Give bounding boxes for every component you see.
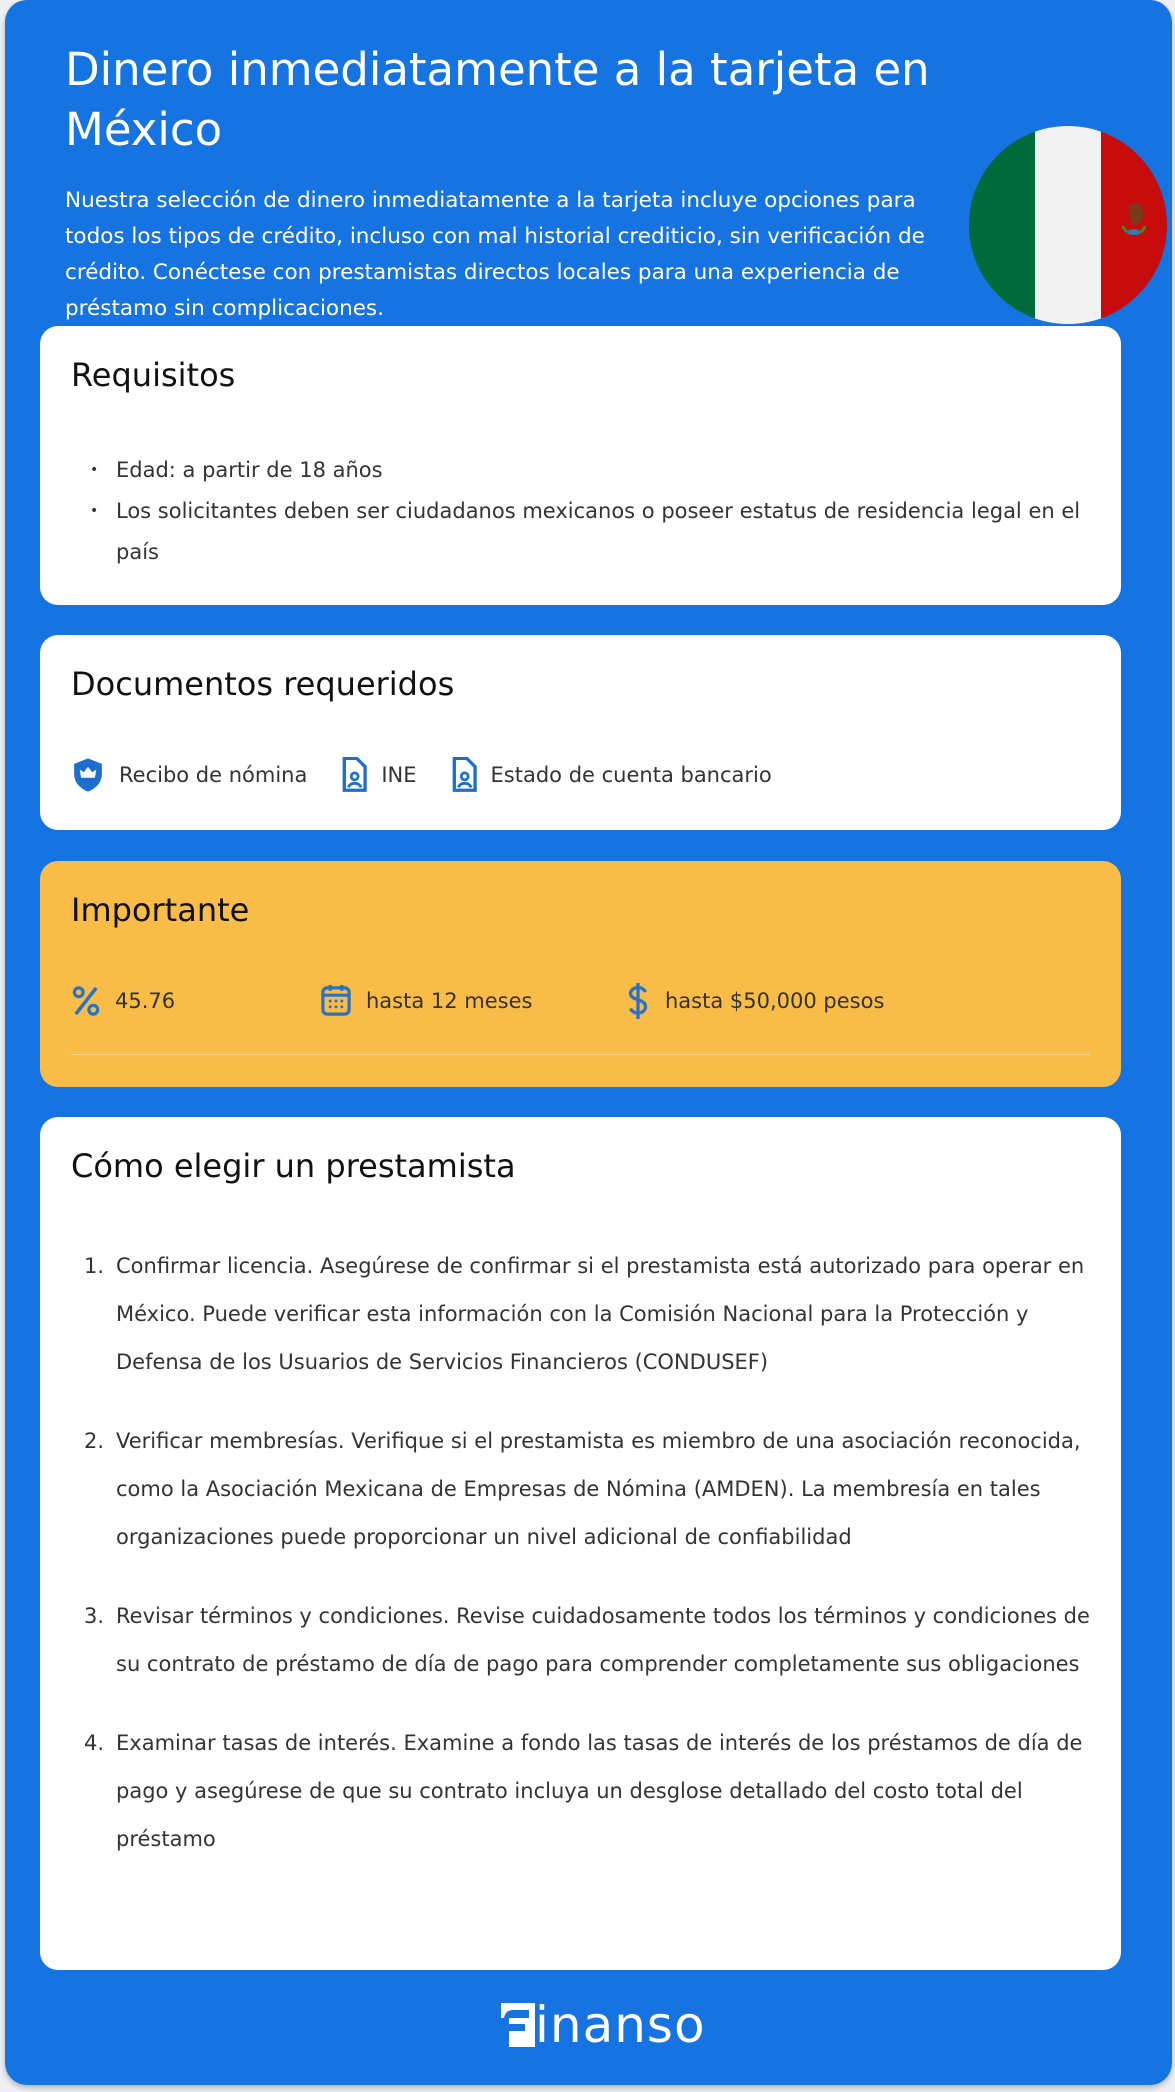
document-item — [71, 757, 307, 793]
id-document-icon — [341, 757, 367, 793]
document-label: INE — [381, 763, 417, 787]
list-item: • Edad: a partir de 18 años — [76, 450, 1081, 491]
step-number: 1. — [84, 1254, 105, 1278]
step-text: Revisar términos y condiciones. Revise cuidadosamente todos los términos y condiciones de su contrato de préstamo de día de pago para comprender completamente sus obligaciones — [116, 1604, 1090, 1676]
step-number: 3. — [84, 1604, 105, 1628]
calendar-icon — [320, 983, 352, 1019]
document-label: Estado de cuenta bancario — [490, 763, 772, 787]
divider — [71, 1054, 1090, 1055]
amount-item — [625, 983, 884, 1019]
document-label: Recibo de nómina — [119, 763, 308, 787]
document-item — [341, 757, 416, 793]
list-item — [84, 1592, 1091, 1688]
requisitos-title: Requisitos — [71, 356, 236, 394]
documents-list — [71, 757, 806, 793]
importante-title: Importante — [71, 891, 250, 929]
step-text: Confirmar licencia. Asegúrese de confirmar si el prestamista está autorizado para operar en México. Puede verificar esta información con la Comisión Nacional para la Protección y Defensa de los Usuarios de Servicios Financieros (CONDUSEF) — [116, 1254, 1085, 1374]
finanso-logo — [497, 1996, 706, 2054]
intro-text: Nuestra selección de dinero inmediatamente a la tarjeta incluye opciones para todos los tipos de crédito, incluso con mal historial crediticio, sin verificación de crédito. Conéctese con prestamistas directos locales para una experiencia de préstamo sin complicaciones. — [65, 188, 925, 321]
como-elegir-card — [40, 1117, 1121, 1970]
dollar-icon — [625, 983, 651, 1019]
id-document-icon — [451, 757, 477, 793]
step-number: 4. — [84, 1731, 105, 1755]
importante-card — [40, 861, 1121, 1087]
shield-icon — [71, 757, 105, 793]
page-title: Dinero inmediatamente a la tarjeta en México — [65, 43, 930, 156]
list-item — [84, 1242, 1091, 1386]
documentos-title: Documentos requeridos — [71, 665, 455, 703]
amount-value: hasta $50,000 pesos — [665, 989, 885, 1013]
percent-icon — [71, 985, 101, 1017]
list-item — [84, 1719, 1091, 1863]
step-text: Verificar membresías. Verifique si el prestamista es miembro de una asociación reconocida, como la Asociación Mexicana de Empresas de Nómina (AMDEN). La membresía en tales organizaciones puede proporcionar un nivel adicional de confiabilidad — [116, 1429, 1081, 1549]
document-item — [451, 757, 772, 793]
requisitos-card — [40, 326, 1121, 605]
steps-list — [84, 1242, 1091, 1894]
rate-item — [71, 985, 320, 1017]
mexico-flag-icon — [969, 126, 1167, 324]
importante-facts — [71, 983, 884, 1019]
finanso-logo-icon — [497, 2001, 537, 2049]
term-item — [320, 983, 625, 1019]
list-item: • Los solicitantes deben ser ciudadanos mexicanos o poseer estatus de residencia legal en el país — [76, 491, 1081, 573]
logo-text: inanso — [535, 1996, 706, 2054]
list-item — [84, 1417, 1091, 1561]
como-elegir-title: Cómo elegir un prestamista — [71, 1147, 516, 1185]
step-number: 2. — [84, 1429, 105, 1453]
term-value: hasta 12 meses — [366, 989, 533, 1013]
rate-value: 45.76 — [115, 989, 176, 1013]
documentos-card — [40, 635, 1121, 830]
step-text: Examinar tasas de interés. Examine a fondo las tasas de interés de los préstamos de día de pago y asegúrese de que su contrato incluya un desglose detallado del costo total del préstamo — [116, 1731, 1083, 1851]
requisitos-list — [76, 450, 1081, 573]
